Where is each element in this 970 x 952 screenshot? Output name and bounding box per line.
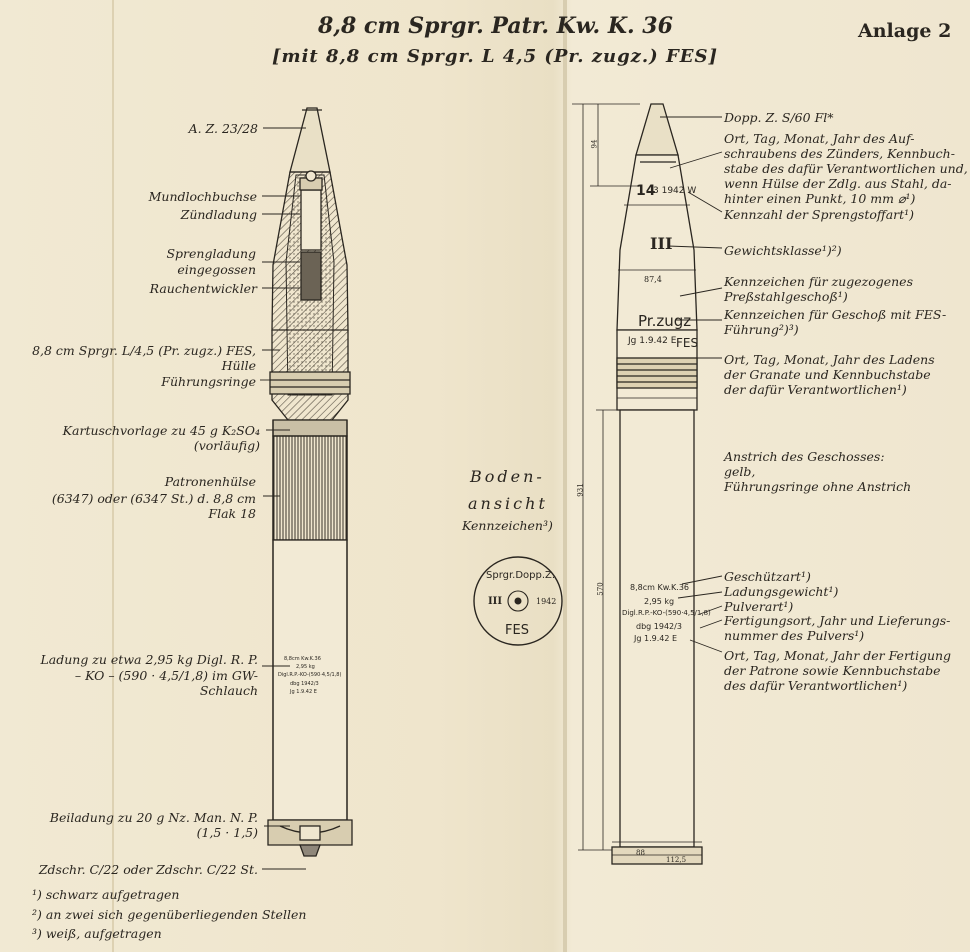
label-fes-mark: Kennzeichen für Geschoß mit FES- xyxy=(724,307,947,322)
base-mark-right: 1942 xyxy=(536,597,557,606)
base-view-note: Kennzeichen³) xyxy=(462,518,553,533)
label-shell: 8,8 cm Sprgr. L/4,5 (Pr. zugz.) FES, xyxy=(32,343,256,358)
outside-view xyxy=(612,104,702,864)
label-paint: Anstrich des Geschosses: xyxy=(724,449,885,464)
label-charge-weight: Ladungsgewicht¹) xyxy=(724,584,839,599)
base-mark-top: Sprgr.Dopp.Z. xyxy=(486,570,556,581)
label-booster: Zündladung xyxy=(180,207,257,222)
document-subtitle: [mit 8,8 cm Sprgr. L 4,5 (Pr. zugz.) FES] xyxy=(272,46,718,67)
base-mark-left: III xyxy=(488,596,503,607)
proj-mark-weight: III xyxy=(650,234,673,253)
case-mark-3: Digl.R.P.-KO-(590·4,5/1,8) xyxy=(622,609,711,617)
label-double-fuze: Dopp. Z. S/60 Fl* xyxy=(724,110,834,125)
label-paint-bands: Führungsringe ohne Anstrich xyxy=(724,479,912,494)
document-title: 8,8 cm Sprgr. Patr. Kw. K. 36 xyxy=(318,13,673,39)
label-loading-date-3: der dafür Verantwortlichen¹) xyxy=(724,382,907,397)
left-case-mark-3: Digl.R.P.-KO-(590·4,5/1,8) xyxy=(278,672,342,678)
footnote-3: ³) weiß, aufgetragen xyxy=(32,926,162,941)
left-case-mark-5: Jg 1.9.42 E xyxy=(290,689,317,695)
dim-3: 570 xyxy=(596,582,605,596)
label-gun-type: Geschützart¹) xyxy=(724,569,811,584)
label-bag: Schlauch xyxy=(199,683,258,698)
label-body: Hülle xyxy=(221,358,256,373)
label-flak: Flak 18 xyxy=(208,506,256,521)
label-explosive-code: Kennzahl der Sprengstoffart¹) xyxy=(724,207,915,222)
base-mark-bottom: FES xyxy=(505,623,529,638)
base-view-title-1: Boden- xyxy=(470,467,545,486)
sectional-view xyxy=(268,108,352,856)
case-mark-1: 8,8cm Kw.K.36 xyxy=(630,583,690,592)
label-fuze-note-5: hinter einen Punkt, 10 mm ⌀¹) xyxy=(724,191,916,206)
label-fuze-note-3: stabe des dafür Verantwortlichen und, xyxy=(724,161,968,176)
label-loading-date: Ort, Tag, Monat, Jahr des Ladens xyxy=(724,352,935,367)
left-case-mark-2: 2,95 kg xyxy=(296,664,315,670)
case-mark-5: Jg 1.9.42 E xyxy=(634,634,678,643)
label-cast: eingegossen xyxy=(177,262,256,277)
label-fuze-note-2: schraubens des Zünders, Kennbuch- xyxy=(724,146,955,161)
case-mark-4: dbg 1942/3 xyxy=(636,622,682,631)
label-fuze-socket: Mundlochbuchse xyxy=(148,189,257,204)
label-primer: Zdschr. C/22 oder Zdschr. C/22 St. xyxy=(38,862,258,877)
label-fuze-note-1: Ort, Tag, Monat, Jahr des Auf- xyxy=(724,131,915,146)
dim-1: 94 xyxy=(590,139,599,149)
label-igniter-size: (1,5 · 1,5) xyxy=(196,825,258,840)
dim-4: 88 xyxy=(636,849,645,857)
base-view-title-2: ansicht xyxy=(468,494,548,513)
footnote-1: ¹) schwarz aufgetragen xyxy=(32,887,180,902)
left-case-mark-4: dbg 1942/3 xyxy=(290,681,319,687)
proj-mark-fes: FES xyxy=(676,336,699,350)
appendix-label: Anlage 2 xyxy=(858,20,952,42)
label-assembly-date-2: der Patrone sowie Kennbuchstabe xyxy=(724,663,941,678)
label-weight-class: Gewichtsklasse¹)²) xyxy=(724,243,842,258)
label-cartridge-wad: Kartuschvorlage zu 45 g K₂SO₄ xyxy=(62,423,260,438)
label-fuze-note-4: wenn Hülse der Zdlg. aus Stahl, da- xyxy=(724,176,952,191)
dim-2: 931 xyxy=(576,483,585,497)
label-provisional: (vorläufig) xyxy=(193,438,260,453)
label-drawn-steel-2: Preßstahlgeschoß¹) xyxy=(724,289,848,304)
proj-mark-date: Jg 1.9.42 E xyxy=(628,336,677,346)
proj-mark-a: 87,4 xyxy=(644,275,662,284)
proj-mark-code: 3 1942 W xyxy=(653,186,697,196)
label-explosive-charge: Sprengladung xyxy=(166,246,256,261)
label-smoke-generator: Rauchentwickler xyxy=(149,281,257,296)
label-driving-bands: Führungsringe xyxy=(161,374,256,389)
label-propellant: Ladung zu etwa 2,95 kg Digl. R. P. xyxy=(40,652,258,667)
label-powder-origin-2: nummer des Pulvers¹) xyxy=(724,628,865,643)
proj-mark-lot: 14 xyxy=(636,183,656,199)
footnote-2: ²) an zwei sich gegenüberliegenden Stellen xyxy=(32,907,307,922)
dim-5: 112,5 xyxy=(666,856,687,864)
label-igniter: Beiladung zu 20 g Nz. Man. N. P. xyxy=(49,810,258,825)
label-cartridge-case: Patronenhülse xyxy=(164,474,256,489)
label-assembly-date: Ort, Tag, Monat, Jahr der Fertigung xyxy=(724,648,952,663)
label-assembly-date-3: des dafür Verantwortlichen¹) xyxy=(724,678,908,693)
label-loading-date-2: der Granate und Kennbuchstabe xyxy=(724,367,931,382)
left-case-mark-1: 8,8cm Kw.K.36 xyxy=(284,656,321,662)
case-mark-2: 2,95 kg xyxy=(644,597,675,606)
label-fes-mark-2: Führung²)³) xyxy=(724,322,799,337)
label-fuze: A. Z. 23/28 xyxy=(188,121,258,136)
label-propellant-spec: – KO – (590 · 4,5/1,8) im GW- xyxy=(74,668,258,683)
label-drawn-steel: Kennzeichen für zugezogenes xyxy=(724,274,913,289)
label-powder-origin: Fertigungsort, Jahr und Lieferungs- xyxy=(724,613,951,628)
label-paint-yellow: gelb, xyxy=(724,464,756,479)
proj-mark-pr: Pr.zugz xyxy=(638,312,692,330)
label-powder-type: Pulverart¹) xyxy=(724,599,794,614)
label-case-variant: (6347) oder (6347 St.) d. 8,8 cm xyxy=(51,491,256,506)
